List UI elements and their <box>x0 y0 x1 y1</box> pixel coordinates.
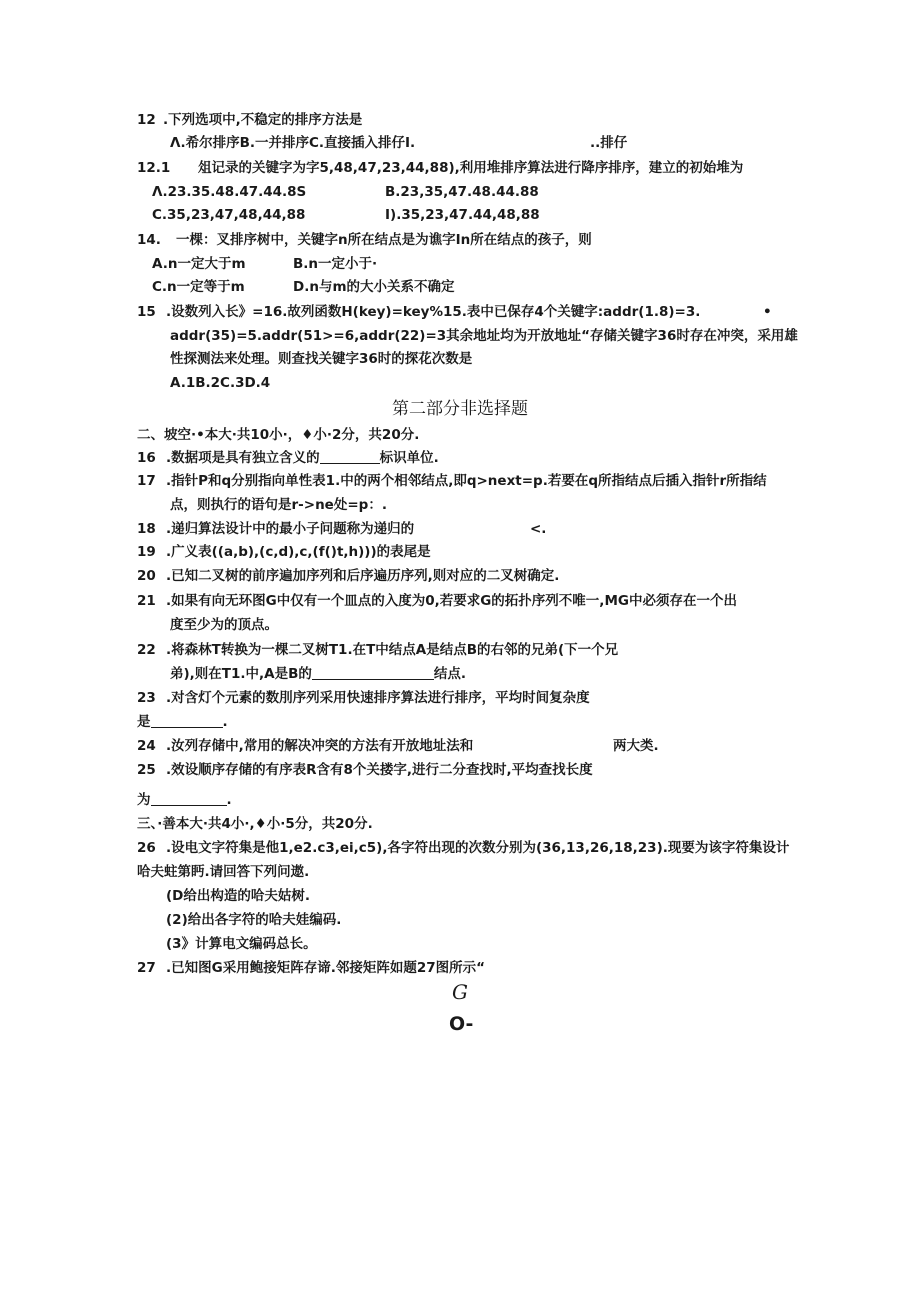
question-line: .效设顺序存储的有序表R含有8个关搂字,进行二分查找时,平均查找长度 <box>166 762 593 778</box>
question-text: .已知图G采用鲍接矩阵存谛.邻接矩阵如题27图所示“ <box>166 960 485 976</box>
question-number: 14. <box>137 232 161 248</box>
question-text-tail: <. <box>530 521 547 537</box>
question-number: 17 <box>137 473 156 489</box>
question-number: 16 <box>137 450 156 466</box>
option-a: Λ.23.35.48.47.44.8S <box>152 184 307 200</box>
question-stem: 俎记录的关键字为字5,48,47,23,44,88),利用堆排序算法进行降序排序，建立的初始堆为 <box>198 160 744 176</box>
question-number: 26 <box>137 840 156 856</box>
section-header: 三、·善本大·共4小·,♦小·5分，共20分. <box>137 816 373 832</box>
question-text-part: 弟),则在T1.中,A是B的 <box>170 666 312 682</box>
question-line: 度至少为的顶点。 <box>170 617 278 633</box>
option-c: C.n一定等于m <box>152 279 245 295</box>
answer-blank[interactable] <box>151 713 223 728</box>
question-option-tail: ..排仔 <box>590 135 628 151</box>
question-text: .汝列存储中,常用的解决冲突的方法有开放地址法和 <box>166 738 474 754</box>
question-text-part: . <box>226 792 232 808</box>
option-d: I).35,23,47.44,48,88 <box>385 207 540 223</box>
question-number: 21 <box>137 593 156 609</box>
question-number: 18 <box>137 521 156 537</box>
option-d: D.n与m的大小关系不确定 <box>293 279 455 295</box>
question-text <box>166 448 439 468</box>
answer-blank[interactable] <box>312 665 434 680</box>
question-options: A.1B.2C.3D.4 <box>170 375 271 391</box>
question-number: 27 <box>137 960 156 976</box>
question-options: Λ.希尔排序B.一并排序C.直接插入排仔I. <box>170 135 416 151</box>
sub-question: (3》计算电文编码总长。 <box>166 936 317 952</box>
question-line: .对含灯个元素的数刖序列采用快速排序算法进行排序，平均时间复杂度 <box>166 690 590 706</box>
question-line: .将森林T转换为一棵二叉树T1.在T中结点A是结点B的右邻的兄弟(下一个兄 <box>166 642 619 658</box>
question-line: addr(35)=5.addr(51>=6,addr(22)=3其余地址均为开放地址“存储关键字36时存在冲突，采用雄 <box>170 328 798 344</box>
question-text-part: 结点. <box>433 666 467 682</box>
option-c: C.35,23,47,48,44,88 <box>152 207 306 223</box>
question-text-part: 为 <box>137 792 151 808</box>
question-line: 点，则执行的语句是r->ne处=p：. <box>170 497 387 513</box>
question-number: 22 <box>137 642 156 658</box>
question-number: 15 <box>137 304 156 320</box>
stray-dot: • <box>763 304 772 320</box>
question-text-tail: 两大类. <box>613 738 659 754</box>
section-title: 第二部分非选择题 <box>392 399 528 419</box>
question-text-part: .数据项是具有独立含义的 <box>166 450 320 466</box>
question-line: .设电文字符集是他1,e2.c3,ei,c5),各字符出现的次数分别为(36,13,26,18,23).现要为该字符集设计 <box>166 840 790 856</box>
answer-blank[interactable] <box>320 449 380 464</box>
question-text-part: . <box>222 714 228 730</box>
question-line: .如果有向无环图G中仅有一个皿点的入度为0,若要求G的拓扑序列不唯一,MG中必须存在一个出 <box>166 593 737 609</box>
question-text: .广义表((a,b),(c,d),c,(f()t,h)))的表尾是 <box>166 544 431 560</box>
option-a: A.n一定大于m <box>152 256 246 272</box>
question-number: 20 <box>137 568 156 584</box>
question-stem: .下列选项中,不稳定的排序方法是 <box>163 112 363 128</box>
question-text-part: 是 <box>137 714 151 730</box>
question-line <box>137 790 232 810</box>
question-text-part: 标识单位. <box>379 450 439 466</box>
section-header: 二、坡空·•本大·共10小·，♦小·2分，共20分. <box>137 427 420 443</box>
option-b: B.23,35,47.48.44.88 <box>385 184 539 200</box>
question-number: 23 <box>137 690 156 706</box>
question-line <box>170 664 466 684</box>
question-number: 12.1 <box>137 160 171 176</box>
question-line: 哈夫蛀第眄.请回答下列问遨. <box>137 864 310 880</box>
question-number: 19 <box>137 544 156 560</box>
question-number: 25 <box>137 762 156 778</box>
sub-question: (2)给出各字符的哈夫娃编码. <box>166 912 342 928</box>
question-line: .指针P和q分别指向单性表1.中的两个相邻结点,即q>next=p.若要在q所指结点后插入指针r所指结 <box>166 473 767 489</box>
question-number: 24 <box>137 738 156 754</box>
question-text: .递归算法设计中的最小子问题称为递归的 <box>166 521 415 537</box>
question-number: 12 <box>137 112 156 128</box>
sub-question: (D给出构造的哈夫姑树. <box>166 888 311 904</box>
question-line <box>137 712 228 732</box>
question-line: 性探测法来处理。则查找关键字36时的探花次数是 <box>170 351 473 367</box>
question-stem: 一棵：叉排序树中，关键字n所在结点是为谯字In所在结点的孩子，则 <box>176 232 592 248</box>
question-line: .设数列入长》=16.故列函数H(key)=key%15.表中已保存4个关键字:addr(1.8)=3. <box>166 304 701 320</box>
question-text: .已知二叉树的前序遍加序列和后序遍历序列,则对应的二叉树确定. <box>166 568 560 584</box>
answer-blank[interactable] <box>151 791 227 806</box>
figure-mark: O- <box>449 1013 474 1035</box>
option-b: B.n一定小于· <box>293 256 378 272</box>
figure-letter: G <box>452 980 468 1004</box>
